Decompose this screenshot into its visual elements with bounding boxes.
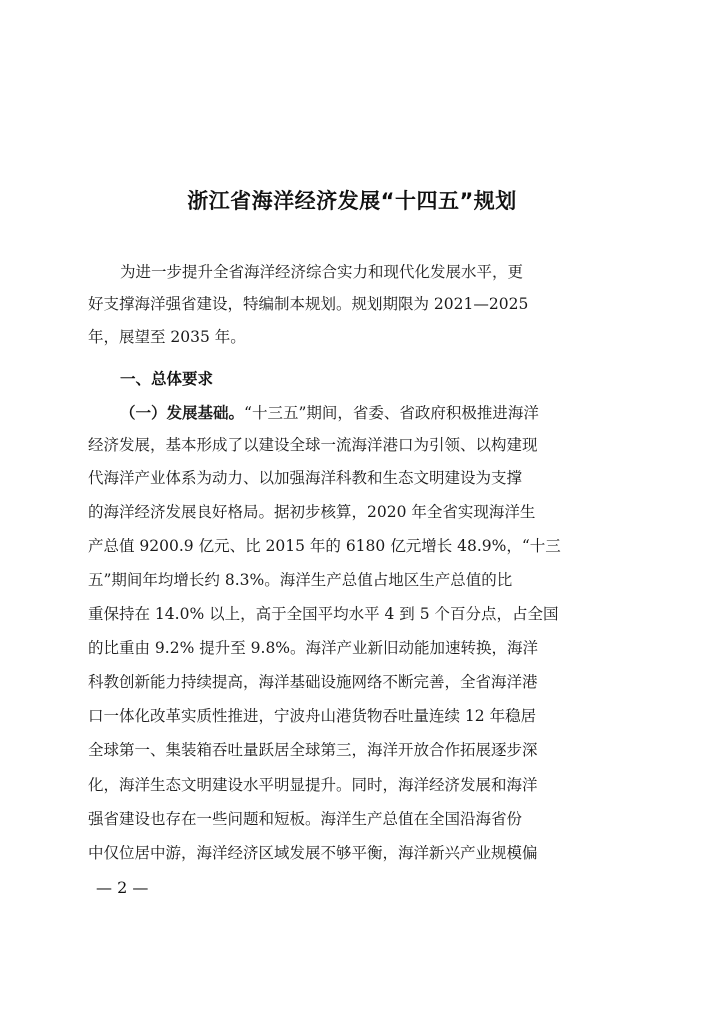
- paragraph-line: [88, 599, 608, 629]
- paragraph-line: [120, 257, 608, 287]
- paragraph-line: [88, 531, 608, 561]
- document-title: 浙江省海洋经济发展“十四五”规划: [187, 189, 517, 213]
- paragraph-line: [88, 735, 608, 765]
- paragraph-line: [120, 398, 608, 428]
- paragraph-line: [88, 463, 608, 493]
- line-text: 中仅位居中游，海洋经济区域发展不够平衡，海洋新兴产业规模偏: [88, 844, 538, 862]
- line-text: 五”期间年均增长约 8.3%。海洋生产总值占地区生产总值的比: [88, 571, 513, 589]
- line-text: 年，展望至 2035 年。: [88, 328, 246, 346]
- line-text: 产总值 9200.9 亿元、比 2015 年的 6180 亿元增长 48.9%，“十三: [88, 537, 561, 555]
- line-text: 科教创新能力持续提高，海洋基础设施网络不断完善，全省海洋港: [88, 673, 538, 691]
- paragraph-line: [88, 701, 608, 731]
- paragraph-line: [88, 667, 608, 697]
- line-text: 的比重由 9.2% 提升至 9.8%。海洋产业新旧动能加速转换，海洋: [88, 639, 539, 657]
- line-text: 好支撑海洋强省建设，特编制本规划。规划期限为 2021—2025: [88, 295, 529, 313]
- line-text: “十三五”期间，省委、省政府积极推进海洋: [244, 404, 539, 422]
- line-text: 重保持在 14.0% 以上，高于全国平均水平 4 到 5 个百分点，占全国: [88, 605, 559, 623]
- paragraph-line: [88, 633, 608, 663]
- paragraph-line: [88, 770, 608, 800]
- paragraph-line: [88, 804, 608, 834]
- paragraph-line: [88, 430, 608, 460]
- paragraph-line: [88, 322, 608, 352]
- section-heading: 一、总体要求: [120, 370, 214, 388]
- paragraph-line: [88, 289, 608, 319]
- subsection-label: （一）发展基础。: [120, 404, 245, 422]
- page-number: — 2 —: [96, 878, 149, 897]
- line-text: 的海洋经济发展良好格局。据初步核算，2020 年全省实现海洋生: [88, 503, 536, 521]
- line-text: 口一体化改革实质性推进，宁波舟山港货物吞吐量连续 12 年稳居: [88, 707, 537, 725]
- line-text: 强省建设也存在一些问题和短板。海洋生产总值在全国沿海省份: [88, 810, 523, 828]
- line-text: 代海洋产业体系为动力、以加强海洋科教和生态文明建设为支撑: [88, 469, 523, 487]
- paragraph-line: [88, 497, 608, 527]
- paragraph-line: [88, 838, 608, 868]
- line-text: 为进一步提升全省海洋经济综合实力和现代化发展水平，更: [120, 263, 524, 281]
- line-text: 全球第一、集装箱吞吐量跃居全球第三，海洋开放合作拓展逐步深: [88, 741, 538, 759]
- paragraph-line: [88, 565, 608, 595]
- line-text: 化，海洋生态文明建设水平明显提升。同时，海洋经济发展和海洋: [88, 776, 538, 794]
- line-text: 经济发展，基本形成了以建设全球一流海洋港口为引领、以构建现: [88, 436, 538, 454]
